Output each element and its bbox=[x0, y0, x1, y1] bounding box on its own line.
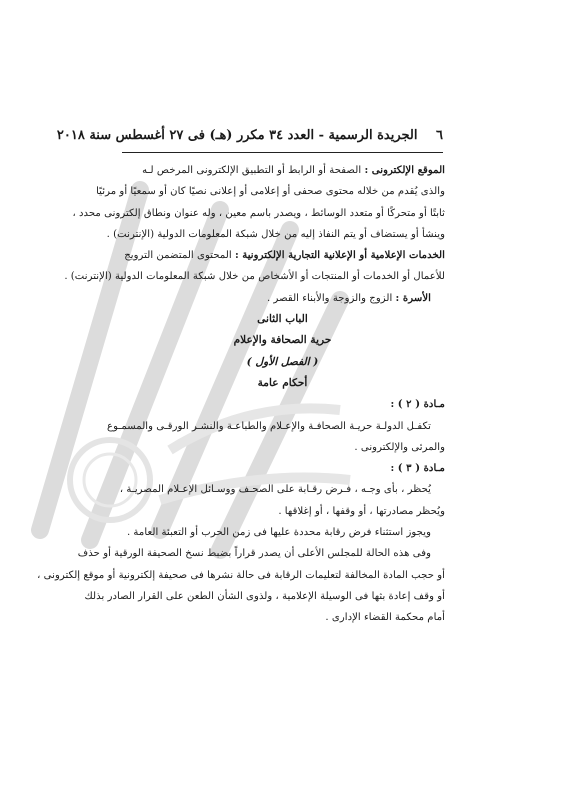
definition-website-line-2: والذى يُقدم من خلاله محتوى صحفى أو إعلامى أو إعلانى نصيًا كان أو سمعيًا أو مرئيًا bbox=[96, 186, 445, 198]
definition-ad-services-line-2: للأعمال أو الخدمات أو المنتجات أو الأشخاص من خلال شبكة المعلومات الدولية (الإنترنت) . bbox=[64, 271, 445, 283]
article-3-line-1: يُحظر ، بأى وجـه ، فـرض رقـابة على الصحـف ووسـائل الإعـلام المصريـة ، bbox=[119, 484, 431, 496]
article-3-line-6: أو وقف إعادة بثها فى الوسيلة الإعلامية ، ولذوى الشأن الطعن على القرار الصادر بذلك bbox=[84, 590, 445, 602]
article-3-line-5: أو حجب المادة المخالفة لتعليمات الرقابة فى حالة نشرها فى صحيفة إلكترونية أو موقع إلكترونى ، bbox=[37, 569, 445, 581]
article-3-line-7: أمام محكمة القضاء الإدارى . bbox=[325, 612, 445, 624]
definition-term: الأسرة : bbox=[395, 291, 431, 304]
part-heading: ( الفصل الأول ) bbox=[246, 355, 319, 368]
article-2-line-1: تكفـل الدولـة حريـة الصحافـة والإعـلام والطباعـة والنشـر الورقـى والمسمـوع bbox=[107, 420, 431, 432]
article-3-heading: مـادة ( ٣ ) : bbox=[390, 462, 445, 475]
definition-family bbox=[120, 288, 445, 309]
page-number: ٦ bbox=[436, 128, 443, 143]
definition-text: الصفحة أو الرابط أو التطبيق الإلكترونى المرخص لـه bbox=[142, 165, 362, 176]
definition-website-line-4: وينشأ أو يستضاف أو يتم النفاذ إليه من خلال شبكة المعلومات الدولية (الإنترنت) . bbox=[106, 228, 445, 240]
definition-website-line-3: ثابتًا أو متحركًا أو متعدد الوسائط ، ويصدر باسم معين ، وله عنوان ونطاق إلكترونى محدد ، bbox=[72, 207, 445, 219]
definition-ad-services-line-1 bbox=[120, 245, 445, 266]
page-header bbox=[56, 128, 443, 143]
definition-text: المحتوى المتضمن الترويج bbox=[124, 250, 232, 262]
article-3-line-2: ويُحظر مصادرتها ، أو وقفها ، أو إغلاقها . bbox=[278, 505, 445, 517]
article-3-line-3: ويجوز استثناء فرض رقابة محددة عليها فى زمن الحرب أو التعبئة العامة . bbox=[126, 527, 431, 539]
header-divider bbox=[122, 152, 443, 153]
article-3-line-4: وفى هذه الحالة للمجلس الأعلى أن يصدر قراراً بضبط نسخ الصحيفة الورقية أو حذف bbox=[77, 548, 431, 560]
part-title: أحكام عامة bbox=[257, 376, 308, 389]
definition-text: الزوج والزوجة والأبناء القصر . bbox=[266, 292, 393, 304]
document-body bbox=[37, 160, 445, 629]
chapter-heading: الباب الثانى bbox=[257, 313, 308, 326]
gazette-title: الجريدة الرسمية - العدد ٣٤ مكرر (هـ) فى ٢٧ أغسطس سنة ٢٠١٨ bbox=[56, 128, 418, 143]
definition-term: الموقع الإلكترونى : bbox=[364, 164, 445, 176]
article-2-heading: مـادة ( ٢ ) : bbox=[390, 398, 445, 411]
definition-term: الخدمات الإعلامية أو الإعلانية التجارية الإلكترونية : bbox=[234, 249, 445, 262]
chapter-title: حرية الصحافة والإعلام bbox=[233, 334, 332, 347]
article-2-line-2: والمرئى والإلكترونى . bbox=[354, 441, 445, 453]
definition-website-line-1 bbox=[120, 160, 445, 181]
